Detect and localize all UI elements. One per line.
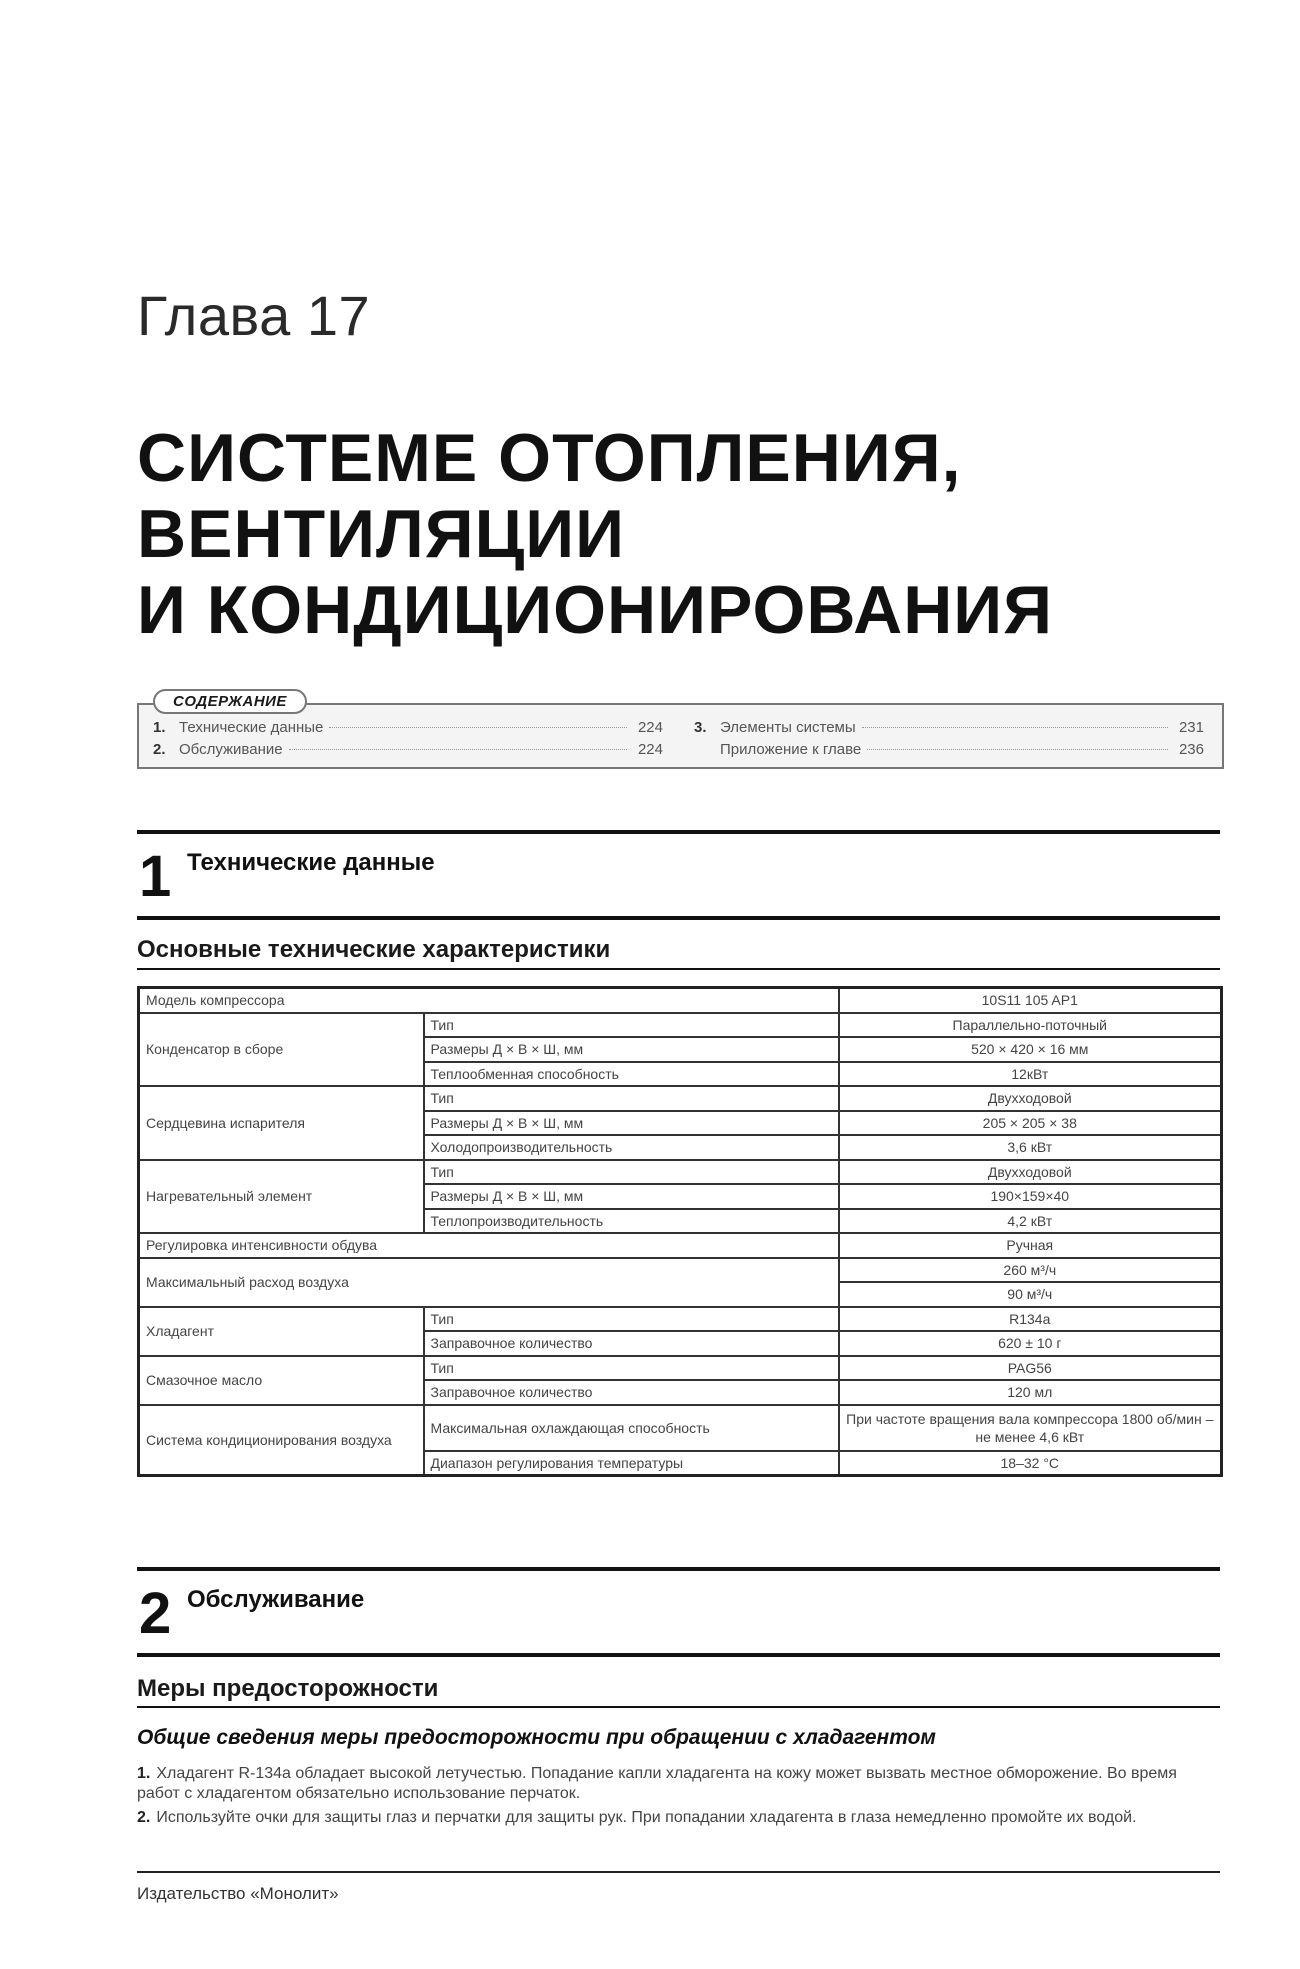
paragraph-text: Хладагент R-134a обладает высокой летучестью. Попадание капли хладагента на кожу может вызвать местное обморожение. Во время работ с хладагентом обязательно использование перчаток. [137,1765,1177,1802]
table-row [139,1356,1222,1381]
section-rule [137,1567,1220,1571]
table-row [139,1013,1222,1038]
table-cell: 520 × 420 × 16 мм [839,1037,1222,1062]
publisher-footer: Издательство «Монолит» [137,1884,339,1903]
contents-item-page: 231 [1178,719,1204,736]
table-cell: 10S11 105 AP1 [839,988,1222,1013]
contents-item[interactable] [153,719,663,741]
table-cell: Тип [424,1160,839,1185]
footer-rule [137,1871,1220,1873]
contents-column-left [153,719,663,763]
paragraph [137,1764,1220,1804]
subsection-rule [137,1706,1220,1708]
chapter-title [137,420,1237,648]
table-cell: Двухходовой [839,1160,1222,1185]
section-rule [137,916,1220,920]
table-cell: 4,2 кВт [839,1209,1222,1234]
contents-item-number: 2. [153,741,166,758]
table-cell: При частоте вращения вала компрессора 1800 об/мин – не менее 4,6 кВт [839,1405,1222,1451]
table-cell: Размеры Д × В × Ш, мм [424,1111,839,1136]
table-row [139,1307,1222,1332]
precautions-heading: Общие сведения меры предосторожности при обращении с хладагентом [137,1726,936,1749]
table-cell: Параллельно-поточный [839,1013,1222,1038]
section-number: 2 [139,1581,172,1646]
paragraph-text: Используйте очки для защиты глаз и перчатки для защиты рук. При попадании хладагента в глаза немедленно промойте их водой. [156,1809,1137,1826]
paragraph [137,1808,1220,1828]
table-cell: Двухходовой [839,1086,1222,1111]
chapter-label: Глава 17 [137,284,371,347]
contents-item-number: 1. [153,719,166,736]
table-cell: 12кВт [839,1062,1222,1087]
table-cell: 260 м³/ч [839,1258,1222,1283]
table-cell: 3,6 кВт [839,1135,1222,1160]
contents-item-label: Обслуживание [179,741,283,758]
table-cell: 620 ± 10 г [839,1331,1222,1356]
table-cell: 205 × 205 × 38 [839,1111,1222,1136]
contents-leader-dots [862,727,1168,728]
contents-item[interactable] [694,719,1204,741]
table-cell: 18–32 °C [839,1451,1222,1476]
table-row [139,1086,1222,1111]
chapter-title-line: СИСТЕМЕ ОТОПЛЕНИЯ, [137,420,962,496]
table-cell: 120 мл [839,1380,1222,1405]
contents-item-label: Приложение к главе [720,741,862,758]
contents-item-label: Элементы системы [720,719,856,736]
contents-column-right [694,719,1204,763]
table-cell: Теплопроизводительность [424,1209,839,1234]
table-cell: Нагревательный элемент [139,1160,424,1234]
table-row [139,988,1222,1013]
table-cell: Конденсатор в сборе [139,1013,424,1087]
table-cell: R134a [839,1307,1222,1332]
table-cell: Теплообменная способность [424,1062,839,1087]
table-cell: Размеры Д × В × Ш, мм [424,1037,839,1062]
table-row [139,1405,1222,1451]
chapter-title-line: ВЕНТИЛЯЦИИ [137,496,625,572]
table-cell: Смазочное масло [139,1356,424,1405]
table-cell: Заправочное количество [424,1380,839,1405]
section-title: Обслуживание [187,1586,365,1613]
table-cell: Тип [424,1356,839,1381]
table-cell: 190×159×40 [839,1184,1222,1209]
contents-leader-dots [329,727,627,728]
table-cell: Система кондиционирования воздуха [139,1405,424,1476]
subsection-title: Основные технические характеристики [137,936,611,963]
table-row [139,1160,1222,1185]
section-rule [137,1653,1220,1657]
table-cell: Тип [424,1013,839,1038]
table-cell: Холодопроизводительность [424,1135,839,1160]
contents-item[interactable] [694,741,1204,763]
section-title: Технические данные [187,849,435,876]
table-cell: Регулировка интенсивности обдува [139,1233,839,1258]
paragraph-number: 2. [137,1809,151,1826]
table-cell: Сердцевина испарителя [139,1086,424,1160]
contents-item-page: 224 [637,741,663,758]
contents-box [137,693,1224,769]
table-cell: Максимальный расход воздуха [139,1258,839,1307]
table-cell: Тип [424,1307,839,1332]
table-cell: Тип [424,1086,839,1111]
contents-item-label: Технические данные [179,719,324,736]
contents-heading: СОДЕРЖАНИЕ [153,689,307,714]
section-number: 1 [139,844,172,909]
table-cell: Хладагент [139,1307,424,1356]
table-cell: 90 м³/ч [839,1282,1222,1307]
contents-leader-dots [867,749,1168,750]
table-cell: Диапазон регулирования температуры [424,1451,839,1476]
chapter-title-line: И КОНДИЦИОНИРОВАНИЯ [137,572,1054,648]
contents-item-page: 224 [637,719,663,736]
table-cell: Заправочное количество [424,1331,839,1356]
table-cell: Максимальная охлаждающая способность [424,1405,839,1451]
table-row [139,1233,1222,1258]
specifications-table [137,986,1223,1477]
contents-item-page: 236 [1178,741,1204,758]
contents-item[interactable] [153,741,663,763]
section-rule [137,830,1220,834]
table-cell: Размеры Д × В × Ш, мм [424,1184,839,1209]
table-cell: PAG56 [839,1356,1222,1381]
contents-item-number: 3. [694,719,707,736]
table-row [139,1258,1222,1283]
table-cell: Ручная [839,1233,1222,1258]
subsection-rule [137,968,1220,970]
subsection-title: Меры предосторожности [137,1675,439,1702]
table-cell: Модель компрессора [139,988,839,1013]
contents-leader-dots [289,749,627,750]
paragraph-number: 1. [137,1765,151,1782]
